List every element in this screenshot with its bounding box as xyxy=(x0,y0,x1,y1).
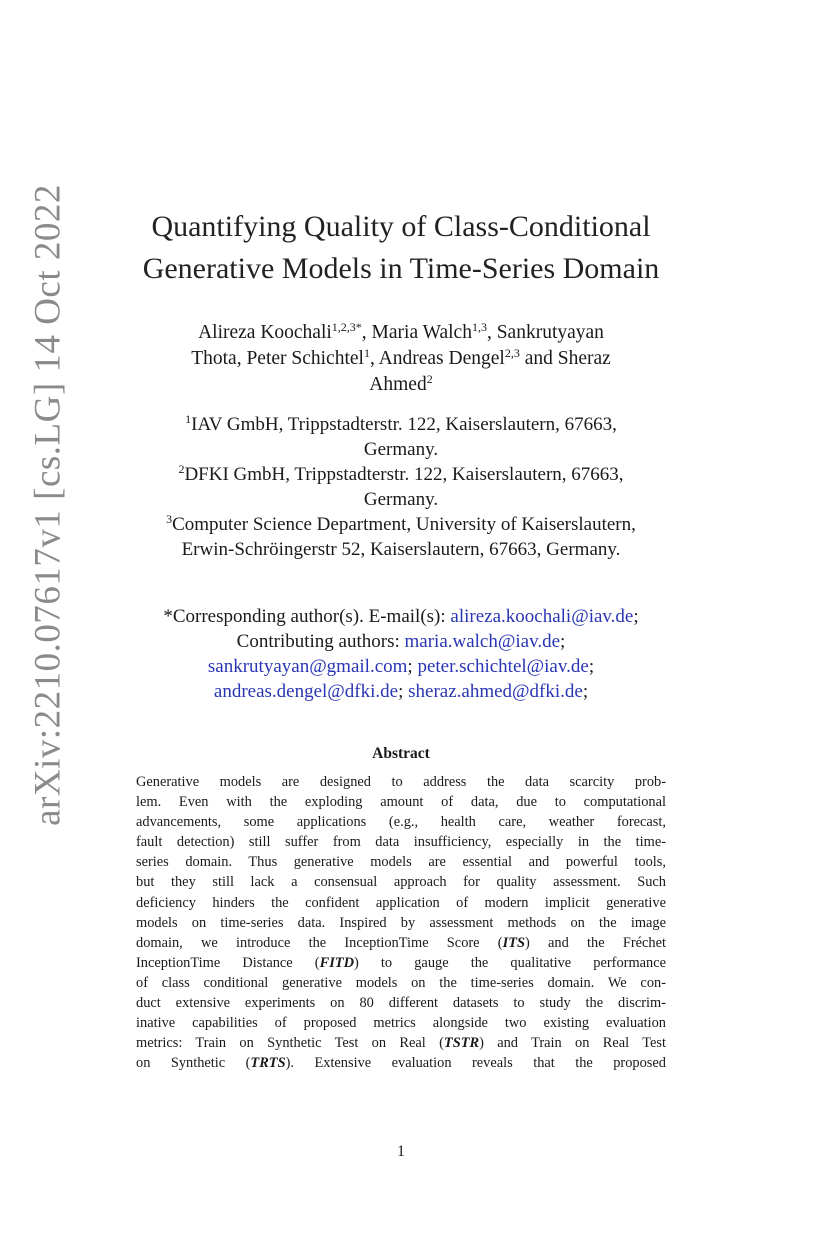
abstract-text xyxy=(136,772,666,1073)
title-line-2: Generative Models in Time-Series Domain xyxy=(142,252,660,285)
separator: ; xyxy=(588,656,595,677)
abstract-text-run: ) and Train on Real Test xyxy=(479,1035,666,1052)
email-link-sankrutyayan[interactable]: sankrutyayan@gmail.com xyxy=(207,656,408,677)
abstract-line: lem. Even with the exploding amount of data, due to computational xyxy=(136,794,666,811)
affiliation-text: Computer Science Department, University of Kaiserslautern, xyxy=(172,514,636,535)
abstract-line xyxy=(136,953,666,973)
abstract-text-run: ) and the Fréchet xyxy=(525,934,666,951)
affiliation-marker: 1,2,3* xyxy=(331,320,362,334)
affiliation-marker: 2,3 xyxy=(504,346,520,360)
affiliation-address: Erwin-Schröingerstr 52, Kaiserslautern, 67663, Germany. xyxy=(181,539,621,560)
metric-tstr: TSTR xyxy=(443,1035,480,1052)
abstract-line xyxy=(136,1053,666,1073)
abstract-line: deficiency hinders the confident application of modern implicit generative xyxy=(136,894,666,911)
separator: ; xyxy=(560,631,566,652)
abstract-line: models on time-series data. Inspired by assessment methods on the image xyxy=(136,914,666,931)
email-link-schichtel[interactable]: peter.schichtel@iav.de xyxy=(417,656,589,677)
metric-trts: TRTS xyxy=(250,1055,286,1072)
author-sheraz: and Sheraz xyxy=(519,348,611,369)
affiliation-number: 3 xyxy=(166,512,173,526)
separator: ; xyxy=(582,681,589,702)
affiliation-number: 1 xyxy=(185,412,192,426)
affiliation-marker: 1,3 xyxy=(471,320,487,334)
author-list xyxy=(132,320,670,398)
arxiv-identifier-stamp: arXiv:2210.07617v1 [cs.LG] 14 Oct 2022 xyxy=(27,184,69,826)
metric-fitd: FITD xyxy=(319,954,354,971)
email-link-ahmed[interactable]: sheraz.ahmed@dfki.de xyxy=(408,681,583,702)
affiliation-text: DFKI GmbH, Trippstadterstr. 122, Kaiserslautern, 67663, xyxy=(184,464,624,485)
separator: ; xyxy=(398,681,404,702)
author-dengel: , Andreas Dengel xyxy=(369,348,505,369)
email-link-dengel[interactable]: andreas.dengel@dfki.de xyxy=(213,681,399,702)
author-koochali: Alireza Koochali xyxy=(198,322,332,343)
author-ahmed: Ahmed xyxy=(369,374,427,395)
affiliation-country: Germany. xyxy=(363,489,439,510)
abstract-text-run: InceptionTime Distance ( xyxy=(136,954,320,971)
email-link-koochali[interactable]: alireza.koochali@iav.de xyxy=(450,606,634,627)
author-walch: , Maria Walch xyxy=(361,322,472,343)
abstract-line: advancements, some applications (e.g., health care, weather forecast, xyxy=(136,814,666,831)
author-line-1 xyxy=(132,320,670,346)
separator: ; xyxy=(633,606,639,627)
abstract-text-run: on Synthetic ( xyxy=(136,1055,251,1072)
affiliation-list xyxy=(132,412,670,562)
separator: ; xyxy=(407,656,413,677)
title-line-1: Quantifying Quality of Class-Conditional xyxy=(151,210,651,243)
email-line-4 xyxy=(132,679,670,704)
author-thota-schichtel: Thota, Peter Schichtel xyxy=(191,348,364,369)
affiliation-marker: 2 xyxy=(426,372,433,386)
email-line-3 xyxy=(132,654,670,679)
affiliation-text: IAV GmbH, Trippstadterstr. 122, Kaiserslautern, 67663, xyxy=(191,414,617,435)
abstract-text-run: ) to gauge the qualitative performance xyxy=(354,954,667,971)
abstract-line: Generative models are designed to address the data scarcity prob- xyxy=(136,774,666,790)
author-sankrutyayan: , Sankrutyayan xyxy=(486,322,604,343)
corresponding-label: *Corresponding author(s). E-mail(s): xyxy=(163,606,451,627)
affiliation-2 xyxy=(132,462,670,512)
affiliation-3 xyxy=(132,512,670,562)
abstract-heading: Abstract xyxy=(372,745,430,762)
contributing-label: Contributing authors: xyxy=(236,631,405,652)
page-number: 1 xyxy=(397,1143,405,1160)
abstract-text-run: ). Extensive evaluation reveals that the proposed xyxy=(285,1055,666,1072)
abstract-text-run: domain, we introduce the InceptionTime Score ( xyxy=(136,934,503,951)
abstract-line xyxy=(136,1033,666,1053)
abstract-text-run: metrics: Train on Synthetic Test on Real ( xyxy=(136,1035,444,1052)
affiliation-number: 2 xyxy=(178,462,185,476)
author-line-2 xyxy=(132,346,670,372)
contact-block xyxy=(132,604,670,704)
abstract-line: fault detection) still suffer from data insufficiency, especially in the time- xyxy=(136,834,666,851)
affiliation-1 xyxy=(132,412,670,462)
affiliation-country: Germany. xyxy=(363,439,439,460)
abstract-line: of class conditional generative models on the time-series domain. We con- xyxy=(136,974,666,991)
metric-its: ITS xyxy=(502,934,525,951)
abstract-line: duct extensive experiments on 80 different datasets to study the discrim- xyxy=(136,995,666,1012)
abstract-line: inative capabilities of proposed metrics alongside two existing evaluation xyxy=(136,1015,666,1032)
corresponding-author-line xyxy=(132,604,670,629)
abstract-line xyxy=(136,933,666,953)
contributing-authors-line xyxy=(132,629,670,654)
abstract-line: but they still lack a consensual approach for quality assessment. Such xyxy=(136,874,666,891)
abstract-line: series domain. Thus generative models are essential and powerful tools, xyxy=(136,854,666,871)
paper-title xyxy=(132,206,670,290)
affiliation-marker: 1 xyxy=(363,346,370,360)
email-link-walch[interactable]: maria.walch@iav.de xyxy=(404,631,561,652)
author-line-3 xyxy=(132,372,670,398)
